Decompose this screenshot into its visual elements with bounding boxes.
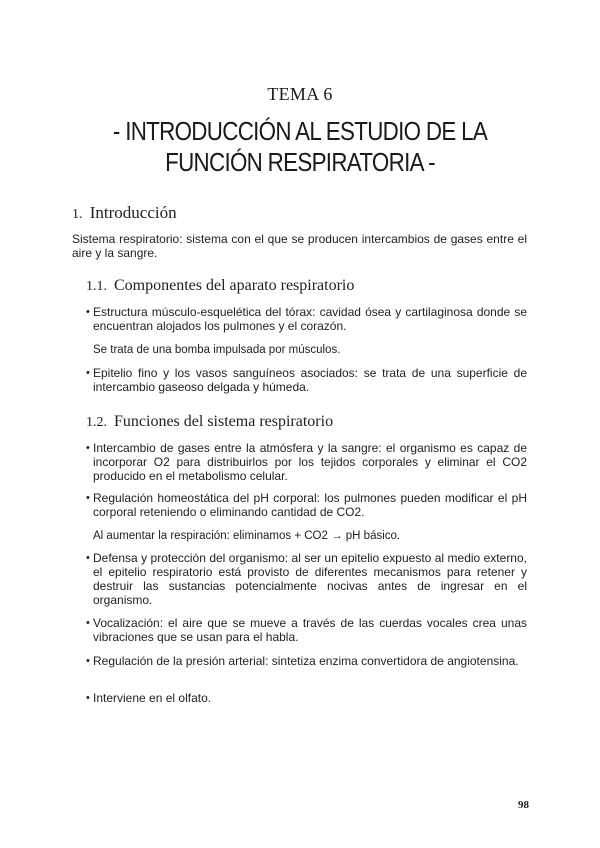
list-item: • Intercambio de gases entre la atmósfera y la sangre: el organismo es capaz de incorporar O2 para distribuirlos por los tejidos corporales y eliminar el CO2 producido en el metabolismo celular.	[86, 441, 527, 483]
section-1-2-heading	[86, 413, 333, 431]
list-item: • Regulación homeostática del pH corporal: los pulmones pueden modificar el pH corporal reteniendo o eliminando cantidad de CO2.	[86, 491, 527, 519]
list-item: • Epitelio fino y los vasos sanguíneos asociados: se trata de una superficie de intercambio gaseoso delgada y húmeda.	[86, 366, 527, 394]
note-text: Al aumentar la respiración: eliminamos + CO2 → pH básico.	[93, 530, 401, 542]
page-number: 98	[518, 799, 529, 811]
section-1-1-heading	[86, 277, 354, 295]
section-1-number: 1.	[72, 207, 83, 222]
section-1-2-number: 1.2.	[86, 415, 107, 430]
section-1-1-number: 1.1.	[86, 279, 107, 294]
list-item: • Vocalización: el aire que se mueve a través de las cuerdas vocales crea unas vibraciones que se usan para el habla.	[86, 616, 527, 644]
list-item: • Interviene en el olfato.	[86, 691, 527, 705]
list-item: • Regulación de la presión arterial: sintetiza enzima convertidora de angiotensina.	[86, 654, 527, 668]
section-1-heading	[72, 203, 177, 223]
page-title: - INTRODUCCIÓN AL ESTUDIO DE LA FUNCIÓN RESPIRATORIA -	[112, 116, 488, 177]
list-item: • Defensa y protección del organismo: al ser un epitelio expuesto al medio externo, el epitelio respiratorio está provisto de diferentes mecanismos para retener y destruir las sustancias potencialmente nocivas antes de ingresar en el organismo.	[86, 551, 527, 607]
section-1-title: Introducción	[89, 203, 177, 222]
chapter-label: TEMA 6	[267, 84, 333, 104]
section-1-text: Sistema respiratorio: sistema con el que se producen intercambios de gases entre el aire y la sangre.	[72, 232, 527, 260]
section-1-1-title: Componentes del aparato respiratorio	[114, 277, 355, 294]
note-text: Se trata de una bomba impulsada por músculos.	[93, 344, 341, 356]
section-1-2-title: Funciones del sistema respiratorio	[114, 413, 334, 430]
list-item: • Estructura músculo-esquelética del tórax: cavidad ósea y cartilaginosa donde se encuentran alojados los pulmones y el corazón.	[86, 305, 527, 333]
